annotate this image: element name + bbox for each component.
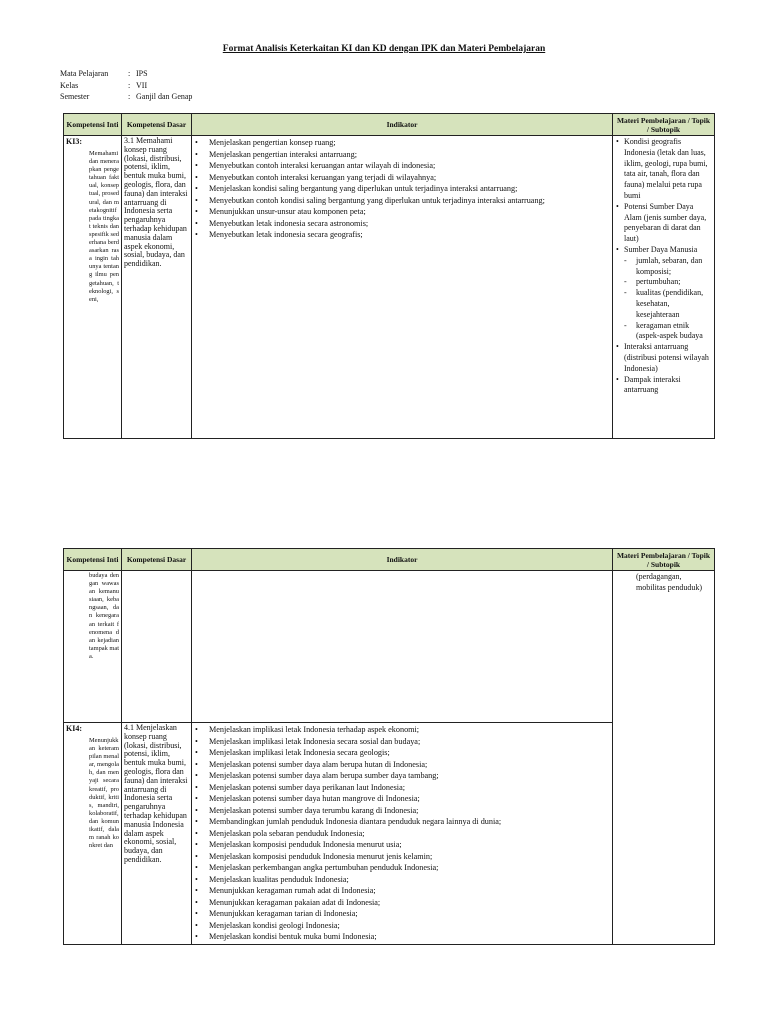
table-row-ki3-continued — [64, 571, 715, 723]
list-item: - jumlah, sebaran, dan komposisi; — [615, 256, 712, 278]
meta-value: IPS — [136, 69, 148, 78]
kd-cell-empty — [122, 571, 192, 723]
header-ki: Kompetensi Inti — [64, 549, 122, 571]
document-title: Format Analisis Keterkaitan KI dan KD dengan IPK dan Materi Pembelajaran — [222, 44, 546, 54]
meta-label: Kelas — [60, 80, 79, 90]
list-item: • Menunjukkan unsur-unsur atau komponen peta; — [194, 206, 610, 218]
list-item: • Menunjukkan keragaman rumah adat di Indonesia; — [194, 885, 610, 897]
meta-row-class: Kelas : VII — [60, 80, 148, 90]
kd41-cell: 4.1 Menjelaskan konsep ruang (lokasi, distribusi, potensi, iklim, bentuk muka bumi, geologis, flora dan fauna) dan interaksi antarruang di Indonesia serta pengaruhnya terhadap kehidupan manusia Indonesia dalam aspek ekonomi, sosial, budaya, dan pendidikan. — [122, 723, 192, 945]
list-item: • Menjelaskan pengertian konsep ruang; — [194, 137, 610, 149]
table-header-row — [64, 114, 715, 136]
document-meta — [60, 68, 192, 103]
list-item: • Menjelaskan perkembangan angka pertumbuhan penduduk Indonesia; — [194, 862, 610, 874]
list-item: - keragaman etnik (aspek-aspek budaya — [615, 321, 712, 343]
list-item: • Membandingkan jumlah penduduk Indonesia diantara penduduk negara lainnya di dunia; — [194, 816, 610, 828]
list-item: • Menyebutkan letak indonesia secara geografis; — [194, 229, 610, 241]
list-item: • Menjelaskan potensi sumber daya alam berupa hutan di Indonesia; — [194, 759, 610, 771]
ki3-cell-continued — [64, 571, 122, 723]
list-item: • Menjelaskan potensi sumber daya terumbu karang di Indonesia; — [194, 805, 610, 817]
list-item: • Menunjukkan keragaman pakaian adat di Indonesia; — [194, 897, 610, 909]
meta-label: Semester — [60, 92, 90, 101]
indicator-cell-41 — [192, 723, 613, 945]
list-item: • Dampak interaksi antarruang — [615, 375, 712, 397]
analysis-table-page1 — [63, 113, 715, 439]
ki3-code: KI3: — [66, 137, 82, 146]
ki4-code: KI4: — [66, 724, 82, 733]
list-item: • Menjelaskan potensi sumber daya alam berupa sumber daya tambang; — [194, 770, 610, 782]
list-item: • Menjelaskan pengertian interaksi antarruang; — [194, 149, 610, 161]
indicator-list-41 — [194, 724, 610, 943]
header-indikator: Indikator — [192, 114, 613, 136]
indicator-cell-empty — [192, 571, 613, 723]
list-item: • Menyebutkan contoh kondisi saling bergantung yang diperlukan untuk terjadinya interaksi antarruang; — [194, 195, 610, 207]
list-item: • Interaksi antarruang (distribusi potensi wilayah Indonesia) — [615, 342, 712, 374]
list-item: • Menjelaskan pola sebaran penduduk Indonesia; — [194, 828, 610, 840]
indicator-cell-31 — [192, 136, 613, 439]
meta-value: Ganjil dan Genap — [136, 92, 193, 101]
table-header-row — [64, 549, 715, 571]
list-item: • Menjelaskan kualitas penduduk Indonesia; — [194, 874, 610, 886]
ki3-text-continued: budaya dengan wawasan kemanusiaan, kebangsaan, dan kenegaraan terkait fenomena dan kejadian tampak mata. — [89, 572, 119, 660]
list-item: • Menjelaskan kondisi bentuk muka bumi Indonesia; — [194, 931, 610, 943]
header-materi: Materi Pembelajaran / Topik / Subtopik — [613, 549, 715, 571]
kd31-cell: 3.1 Memahami konsep ruang (lokasi, distribusi, potensi, iklim, bentuk muka bumi, geologis, flora, dan fauna) dan interaksi antarruang di Indonesia serta pengaruhnya terhadap kehidupan manusia dalam aspek ekonomi, sosial, budaya, dan pendidikan. — [122, 136, 192, 439]
analysis-table-page2 — [63, 548, 715, 945]
list-item: • Menjelaskan potensi sumber daya perikanan laut Indonesia; — [194, 782, 610, 794]
meta-value: VII — [136, 80, 148, 90]
ki3-text: Memahami dan menerapkan pengetahuan faktual, konseptual, prosedural, dan metakognitif pada tingkat teknis dan spesifik sederhana berdasarkan rasa ingin tahunya tentang ilmu pengetahuan, teknologi, seni, — [89, 150, 119, 303]
materi-cell-continued — [613, 571, 715, 945]
list-item: • Menjelaskan potensi sumber daya hutan mangrove di Indonesia; — [194, 793, 610, 805]
list-item: • Menjelaskan komposisi penduduk Indonesia menurut jenis kelamin; — [194, 851, 610, 863]
header-ki: Kompetensi Inti — [64, 114, 122, 136]
list-item: • Potensi Sumber Daya Alam (jenis sumber daya, penyebaran di darat dan laut) — [615, 202, 712, 245]
list-item: • Menjelaskan kondisi geologi Indonesia; — [194, 920, 610, 932]
ki3-cell — [64, 136, 122, 439]
header-indikator: Indikator — [192, 549, 613, 571]
ki4-text: Menunjukkan keterampilan menalar, mengolah, dan menyaji secara kreatif, produktif, kritis, mandiri, kolaboratif, dan komunikatif, dalam ranah konkret dan — [89, 737, 119, 850]
list-item: - pertumbuhan; — [615, 277, 712, 288]
header-materi: Materi Pembelajaran / Topik / Subtopik — [613, 114, 715, 136]
list-item: • Menjelaskan komposisi penduduk Indonesia menurut usia; — [194, 839, 610, 851]
meta-label: Mata Pelajaran — [60, 69, 109, 78]
header-kd: Kompetensi Dasar — [122, 549, 192, 571]
list-item: • Menunjukkan keragaman tarian di Indonesia; — [194, 908, 610, 920]
list-item: • Kondisi geografis Indonesia (letak dan luas, iklim, geologi, rupa bumi, tata air, tanah, flora dan fauna) melalui peta rupa bumi — [615, 137, 712, 202]
list-item: • Menyebutkan letak indonesia secara astronomis; — [194, 218, 610, 230]
meta-row-semester: Semester : Ganjil dan Genap — [60, 92, 193, 101]
list-item: • Menyebutkan contoh interaksi keruangan yang terjadi di wilayahnya; — [194, 172, 610, 184]
materi-continued-text: (perdagangan, mobilitas penduduk) — [636, 572, 702, 592]
list-item: • Menjelaskan implikasi letak Indonesia secara geologis; — [194, 747, 610, 759]
list-item: • Menjelaskan implikasi letak Indonesia terhadap aspek ekonomi; — [194, 724, 610, 736]
list-item: • Sumber Daya Manusia — [615, 245, 712, 256]
ki4-cell — [64, 723, 122, 945]
list-item: • Menjelaskan implikasi letak Indonesia secara sosial dan budaya; — [194, 736, 610, 748]
list-item: - kualitas (pendidikan, kesehatan, kesejahteraan — [615, 288, 712, 320]
meta-row-subject: Mata Pelajaran : IPS — [60, 69, 148, 78]
table-row-ki3 — [64, 136, 715, 439]
list-item: • Menjelaskan kondisi saling bergantung yang diperlukan untuk terjadinya interaksi antarruang; — [194, 183, 610, 195]
indicator-list-31 — [194, 137, 610, 241]
materi-cell — [613, 136, 715, 439]
header-kd: Kompetensi Dasar — [122, 114, 192, 136]
list-item: • Menyebutkan contoh interaksi keruangan antar wilayah di indonesia; — [194, 160, 610, 172]
